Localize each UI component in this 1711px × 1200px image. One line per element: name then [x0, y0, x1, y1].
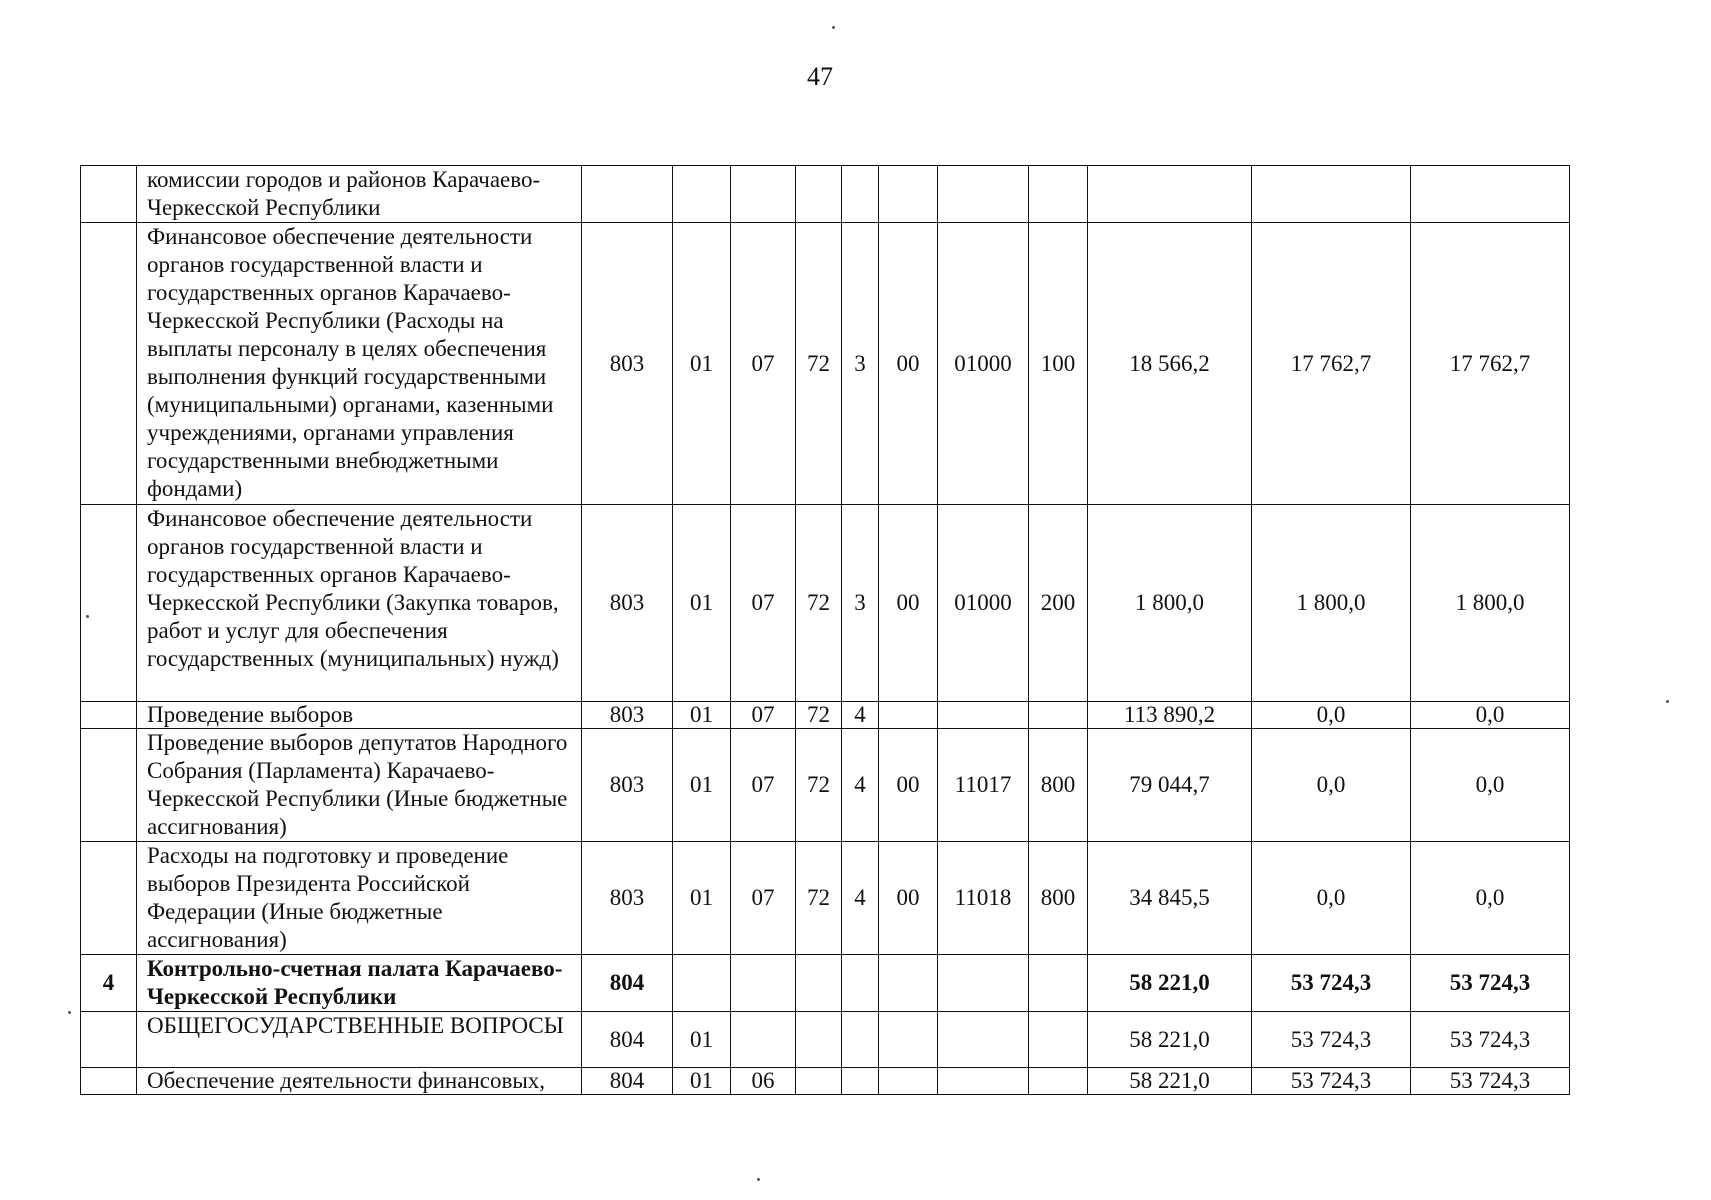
code-subprogram: 4 — [842, 702, 879, 729]
row-name: Финансовое обеспечение деятельности органов государственной власти и государственных органов Карачаево-Черкесской Республики (Расходы на выплаты персоналу в целях обеспечения выполнения функций государственными (муниципальными) органами, казенными учреждениями, органами управления государственными внебюджетными фондами) — [137, 223, 582, 505]
amount-year-1: 79 044,7 — [1088, 729, 1252, 842]
row-name: Проведение выборов — [137, 702, 582, 729]
code-subprogram — [842, 1012, 879, 1068]
amount-year-3 — [1411, 166, 1570, 223]
row-number — [81, 223, 137, 505]
row-number — [81, 166, 137, 223]
code-activity: 00 — [879, 842, 938, 955]
row-name: комиссии городов и районов Карачаево-Черкесской Республики — [137, 166, 582, 223]
code-subprogram: 3 — [842, 223, 879, 505]
code-subprogram — [842, 1068, 879, 1095]
code-subsection: 07 — [731, 702, 796, 729]
code-expense-type — [1029, 955, 1088, 1012]
table-row — [81, 702, 1570, 729]
code-section — [673, 955, 731, 1012]
code-ministry: 803 — [582, 223, 673, 505]
code-direction — [938, 1012, 1029, 1068]
code-program: 72 — [796, 842, 842, 955]
row-number — [81, 1012, 137, 1068]
code-section: 01 — [673, 702, 731, 729]
code-ministry: 804 — [582, 955, 673, 1012]
amount-year-1: 58 221,0 — [1088, 1068, 1252, 1095]
code-subsection — [731, 166, 796, 223]
table-row — [81, 842, 1570, 955]
amount-year-3: 0,0 — [1411, 729, 1570, 842]
table-row — [81, 955, 1570, 1012]
code-subsection: 07 — [731, 223, 796, 505]
amount-year-3: 53 724,3 — [1411, 1068, 1570, 1095]
amount-year-1 — [1088, 166, 1252, 223]
code-expense-type: 800 — [1029, 729, 1088, 842]
amount-year-1: 113 890,2 — [1088, 702, 1252, 729]
row-name: Обеспечение деятельности финансовых, — [137, 1068, 582, 1095]
amount-year-2: 17 762,7 — [1252, 223, 1411, 505]
scan-speck — [1666, 700, 1669, 703]
code-section — [673, 166, 731, 223]
code-expense-type: 200 — [1029, 505, 1088, 702]
code-ministry: 803 — [582, 505, 673, 702]
row-number: 4 — [81, 955, 137, 1012]
amount-year-2: 1 800,0 — [1252, 505, 1411, 702]
code-activity — [879, 1012, 938, 1068]
code-activity — [879, 702, 938, 729]
code-subprogram: 3 — [842, 505, 879, 702]
code-activity: 00 — [879, 729, 938, 842]
scan-speck — [86, 615, 89, 618]
page-number: 47 — [807, 62, 833, 91]
amount-year-2: 53 724,3 — [1252, 1068, 1411, 1095]
code-section: 01 — [673, 223, 731, 505]
code-ministry — [582, 166, 673, 223]
code-activity — [879, 1068, 938, 1095]
code-expense-type — [1029, 166, 1088, 223]
amount-year-1: 34 845,5 — [1088, 842, 1252, 955]
scan-speck — [832, 26, 835, 29]
amount-year-1: 18 566,2 — [1088, 223, 1252, 505]
code-subprogram — [842, 166, 879, 223]
code-direction — [938, 702, 1029, 729]
amount-year-3: 17 762,7 — [1411, 223, 1570, 505]
code-program: 72 — [796, 702, 842, 729]
code-subprogram: 4 — [842, 729, 879, 842]
row-name: Финансовое обеспечение деятельности органов государственной власти и государственных органов Карачаево-Черкесской Республики (Закупка товаров, работ и услуг для обеспечения государственных (муниципальных) нужд) — [137, 505, 582, 702]
row-name: Расходы на подготовку и проведение выборов Президента Российской Федерации (Иные бюджетные ассигнования) — [137, 842, 582, 955]
code-subprogram: 4 — [842, 842, 879, 955]
code-activity: 00 — [879, 223, 938, 505]
code-subsection: 07 — [731, 505, 796, 702]
budget-table — [80, 165, 1570, 1095]
row-number — [81, 702, 137, 729]
code-program — [796, 166, 842, 223]
amount-year-3: 53 724,3 — [1411, 1012, 1570, 1068]
code-direction: 01000 — [938, 505, 1029, 702]
table-row — [81, 1068, 1570, 1095]
amount-year-2: 53 724,3 — [1252, 955, 1411, 1012]
code-program: 72 — [796, 505, 842, 702]
code-expense-type: 800 — [1029, 842, 1088, 955]
code-section: 01 — [673, 1012, 731, 1068]
code-expense-type: 100 — [1029, 223, 1088, 505]
row-number — [81, 842, 137, 955]
code-direction: 11017 — [938, 729, 1029, 842]
code-section: 01 — [673, 1068, 731, 1095]
scan-speck — [757, 1178, 760, 1181]
code-ministry: 804 — [582, 1068, 673, 1095]
code-subsection — [731, 955, 796, 1012]
code-subsection: 07 — [731, 729, 796, 842]
code-program: 72 — [796, 729, 842, 842]
code-section: 01 — [673, 505, 731, 702]
code-program: 72 — [796, 223, 842, 505]
code-activity — [879, 955, 938, 1012]
code-subsection: 06 — [731, 1068, 796, 1095]
amount-year-3: 0,0 — [1411, 842, 1570, 955]
amount-year-2: 0,0 — [1252, 702, 1411, 729]
code-direction: 01000 — [938, 223, 1029, 505]
code-ministry: 804 — [582, 1012, 673, 1068]
code-subsection — [731, 1012, 796, 1068]
code-direction: 11018 — [938, 842, 1029, 955]
amount-year-1: 58 221,0 — [1088, 1012, 1252, 1068]
code-subsection: 07 — [731, 842, 796, 955]
table-row — [81, 729, 1570, 842]
code-ministry: 803 — [582, 702, 673, 729]
code-direction — [938, 955, 1029, 1012]
code-program — [796, 1012, 842, 1068]
row-name: Контрольно-счетная палата Карачаево-Черкесской Республики — [137, 955, 582, 1012]
code-ministry: 803 — [582, 842, 673, 955]
amount-year-2: 0,0 — [1252, 729, 1411, 842]
amount-year-3: 0,0 — [1411, 702, 1570, 729]
code-direction — [938, 166, 1029, 223]
table-row — [81, 1012, 1570, 1068]
code-expense-type — [1029, 1068, 1088, 1095]
code-section: 01 — [673, 842, 731, 955]
code-program — [796, 955, 842, 1012]
code-program — [796, 1068, 842, 1095]
amount-year-3: 53 724,3 — [1411, 955, 1570, 1012]
amount-year-3: 1 800,0 — [1411, 505, 1570, 702]
code-subprogram — [842, 955, 879, 1012]
code-expense-type — [1029, 702, 1088, 729]
scan-speck — [68, 1011, 71, 1014]
row-name: ОБЩЕГОСУДАРСТВЕННЫЕ ВОПРОСЫ — [137, 1012, 582, 1068]
amount-year-1: 58 221,0 — [1088, 955, 1252, 1012]
code-direction — [938, 1068, 1029, 1095]
amount-year-2: 0,0 — [1252, 842, 1411, 955]
row-number — [81, 729, 137, 842]
code-activity — [879, 166, 938, 223]
amount-year-2: 53 724,3 — [1252, 1012, 1411, 1068]
table-row — [81, 166, 1570, 223]
table-row — [81, 223, 1570, 505]
row-number — [81, 1068, 137, 1095]
row-name: Проведение выборов депутатов Народного Собрания (Парламента) Карачаево-Черкесской Республики (Иные бюджетные ассигнования) — [137, 729, 582, 842]
amount-year-2 — [1252, 166, 1411, 223]
table-row — [81, 505, 1570, 702]
code-activity: 00 — [879, 505, 938, 702]
amount-year-1: 1 800,0 — [1088, 505, 1252, 702]
code-expense-type — [1029, 1012, 1088, 1068]
code-ministry: 803 — [582, 729, 673, 842]
code-section: 01 — [673, 729, 731, 842]
row-number — [81, 505, 137, 702]
